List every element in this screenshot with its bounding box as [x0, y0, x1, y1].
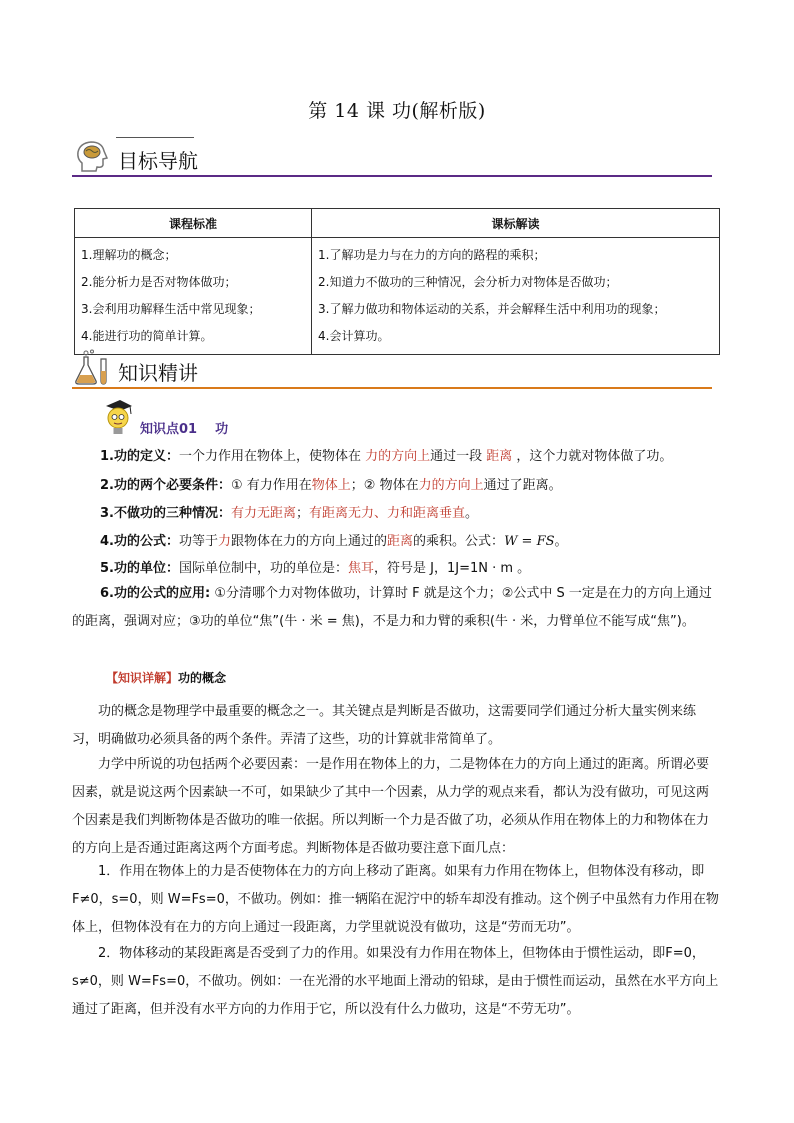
body-paragraph: 1．作用在物体上的力是否使物体在力的方向上移动了距离。如果有力作用在物体上，但物体没有移动，即F≠0，s=0，则 W=Fs=0，不做功。例如：推一辆陷在泥泞中的轿车却没有推动。这个例子中虽然有力作用在物体上，但物体没有在力的方向上通过一段距离，力学里就说没有做功，这是“劳而无功”。 — [72, 864, 719, 935]
body-paragraph: 力学中所说的功包括两个必要因素：一是作用在物体上的力，二是物体在力的方向上通过的距离。所谓必要因素，就是说这两个因素缺一不可，如果缺少了其中一个因素，从力学的观点来看，都认为没有做功，可见这两个因素是我们判断物体是否做功的唯一依据。所以判断一个力是否做了功，必须从作用在物体上的力和物体在力的方向上是否通过距离这两个方面考虑。判断物体是否做功要注意下面几点： — [72, 757, 710, 856]
lightbulb-mascot-icon — [100, 398, 136, 438]
item-highlight: 距离 — [486, 449, 513, 464]
item-text: 。 — [465, 506, 479, 521]
brain-head-icon — [74, 139, 110, 175]
item-highlight: 焦耳 — [348, 561, 375, 576]
header-topline — [116, 137, 194, 138]
item-lead: 1.功的定义： — [100, 449, 179, 464]
item-lead: 4.功的公式： — [100, 534, 179, 549]
table-row — [75, 238, 720, 355]
detail-tag: 【知识详解】 — [106, 671, 179, 685]
item-text: 一个力作用在物体上，使物体在 — [178, 449, 366, 464]
item-highlight: 力 — [218, 534, 232, 549]
list-item: 1.理解功的概念； — [81, 248, 177, 262]
section-divider-purple — [72, 175, 712, 177]
item-text: ；② 物体在 — [350, 478, 419, 493]
item-text: 。 — [554, 534, 568, 549]
work-formula: W = FS — [504, 534, 555, 549]
formula-line — [100, 530, 568, 549]
conditions-line — [100, 474, 562, 493]
item-text: ① 有力作用在 — [230, 478, 312, 493]
item-text: ； — [296, 506, 310, 521]
course-standards-table — [74, 208, 720, 355]
definition-line — [100, 445, 672, 464]
item-highlight: 力的方向上 — [418, 478, 484, 493]
list-item: 2.能分析力是否对物体做功； — [81, 275, 237, 289]
section-header-knowledge — [72, 349, 712, 389]
list-item: 3.会利用功解释生活中常见现象； — [81, 302, 261, 316]
interpretation-cell — [312, 238, 720, 355]
item-text: 通过一段 — [430, 449, 487, 464]
section-title-knowledge: 知识精讲 — [118, 361, 198, 385]
item-lead: 2.功的两个必要条件： — [100, 478, 231, 493]
item-lead: 3.不做功的三种情况： — [100, 506, 231, 521]
body-paragraph: 功的概念是物理学中最重要的概念之一。其关键点是判断是否做功，这需要同学们通过分析大量实例来练习，明确做功必须具备的两个条件。弄清了这些，功的计算就非常简单了。 — [72, 704, 697, 747]
page-title: 第 14 课 功(解析版) — [308, 100, 486, 122]
table-header-interpretation: 课标解读 — [312, 209, 720, 238]
item-text: ，这个力就对物体做了功。 — [512, 449, 673, 464]
list-item: 4.能进行功的简单计算。 — [81, 329, 213, 343]
detail-heading — [106, 669, 226, 686]
no-work-cases-line — [100, 502, 478, 521]
item-highlight: 力的方向上 — [365, 449, 431, 464]
item-text: 国际单位制中，功的单位是： — [178, 561, 348, 576]
item-lead: 6.功的公式的应用: — [100, 586, 211, 601]
lab-flask-icon — [72, 349, 112, 387]
section-title-goals: 目标导航 — [118, 149, 198, 173]
item-highlight: 有距离无力、力和距离垂直 — [309, 506, 466, 521]
item-highlight: 有力无距离 — [230, 506, 296, 521]
application-paragraph — [72, 580, 720, 636]
knowledge-point-name: 功 — [215, 422, 229, 437]
item-text: 功等于 — [178, 534, 218, 549]
knowledge-point-title — [140, 418, 228, 437]
list-item: 2.知道力不做功的三种情况，会分析力对物体是否做功； — [318, 275, 618, 289]
item-text: 的乘积。公式： — [413, 534, 505, 549]
item-text: ①分清哪个力对物体做功，计算时 F 就是这个力；②公式中 S 一定是在力的方向上通过的距离，强调对应；③功的单位“焦”(牛 · 米 = 焦)，不是力和力臂的乘积(牛 · 米，力臂单位不能写成“焦”)。 — [72, 586, 712, 629]
item-text: 通过了距离。 — [483, 478, 562, 493]
list-item: 1.了解功是力与在力的方向的路程的乘积； — [318, 248, 546, 262]
body-paragraph: 2．物体移动的某段距离是否受到了力的作用。如果没有力作用在物体上，但物体由于惯性运动，即F=0，s≠0，则 W=Fs=0，不做功。例如：一在光滑的水平地面上滑动的铅球，是由于惯性而运动，虽然在水平方向上通过了距离，但并没有水平方向的力作用于它，所以没有什么力做功，这是“不劳无功”。 — [72, 946, 719, 1017]
item-lead: 5.功的单位： — [100, 561, 179, 576]
knowledge-point-label: 知识点01 — [140, 422, 198, 437]
section-divider-orange — [72, 387, 712, 389]
item-text: ，符号是 J，1J=1N · m 。 — [374, 561, 531, 576]
item-highlight: 物体上 — [311, 478, 351, 493]
table-header-standard: 课程标准 — [75, 209, 312, 238]
table-header-row — [75, 209, 720, 238]
item-highlight: 距离 — [387, 534, 414, 549]
list-item: 3.了解力做功和物体运动的关系，并会解释生活中利用功的现象； — [318, 302, 666, 316]
section-header-goals — [72, 137, 712, 177]
detail-title: 功的概念 — [178, 671, 227, 685]
list-item: 4.会计算功。 — [318, 329, 390, 343]
item-text: 跟物体在力的方向上通过的 — [231, 534, 388, 549]
standard-cell — [75, 238, 312, 355]
unit-line — [100, 557, 530, 576]
